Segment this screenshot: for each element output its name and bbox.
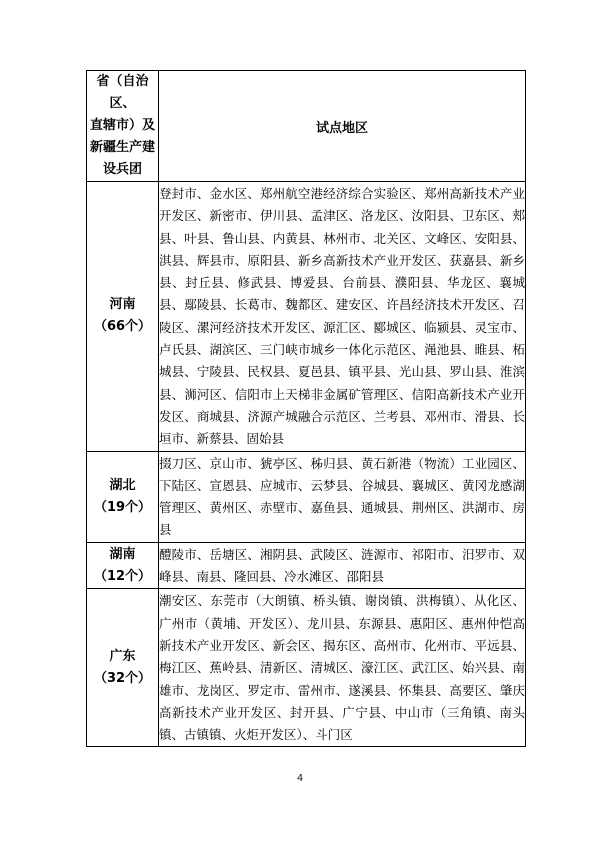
header-line: 省（自治区、 <box>96 74 149 111</box>
areas-cell <box>159 589 526 747</box>
table-row-guangdong <box>87 589 526 747</box>
header-province-cell <box>87 71 159 182</box>
areas-text: 登封市、金水区、郑州航空港经济综合实验区、郑州高新技术产业开发区、新密市、伊川县、孟津区、洛龙区、汝阳县、卫东区、郏县、叶县、鲁山县、内黄县、林州市、北关区、文峰区、安阳县、淇县、辉县市、原阳县、新乡高新技术产业开发区、获嘉县、新乡县、封丘县、修武县、博爱县、台前县、濮阳县、华龙区、襄城县、鄢陵县、长葛市、魏都区、建安区、许昌经济技术开发区、召陵区、漯河经济技术开发区、源汇区、郾城区、临颍县、灵宝市、卢氏县、湖滨区、三门峡市城乡一体化示范区、渑池县、睢县、柘城县、宁陵县、民权县、夏邑县、镇平县、光山县、罗山县、淮滨县、浉河区、信阳市上天梯非金属矿管理区、信阳高新技术产业开发区、商城县、济源产城融合示范区、兰考县、邓州市、滑县、长垣市、新蔡县、固始县 <box>159 186 525 447</box>
province-count: （66个） <box>93 319 152 335</box>
province-count: （32个） <box>93 670 152 686</box>
province-name: 河南 <box>109 297 136 313</box>
province-cell <box>87 451 159 542</box>
header-line: 直辖市）及 <box>89 118 155 133</box>
table-header-row <box>87 71 526 182</box>
areas-text: 醴陵市、岳塘区、湘阴县、武陵区、涟源市、祁阳市、汨罗市、双峰县、南县、隆回县、冷水滩区、邵阳县 <box>159 546 525 585</box>
province-count: （12个） <box>93 568 152 584</box>
page-number: 4 <box>296 773 304 784</box>
header-line: 新疆生产建 <box>89 140 155 155</box>
table-row-hubei <box>87 451 526 542</box>
province-cell <box>87 589 159 747</box>
table-row-hunan <box>87 542 526 589</box>
areas-text: 掇刀区、京山市、猇亭区、秭归县、黄石新港（物流）工业园区、下陆区、宣恩县、应城市、云梦县、谷城县、襄城区、黄冈龙感湖管理区、黄州区、赤壁市、嘉鱼县、通城县、荆州区、洪湖市、房县 <box>159 455 525 538</box>
areas-text: 潮安区、东莞市（大朗镇、桥头镇、谢岗镇、洪梅镇）、从化区、广州市（黄埔、开发区）、龙川县、东源县、惠阳区、惠州仲恺高新技术产业开发区、新会区、揭东区、高州市、化州市、平远县、梅江区、蕉岭县、清新区、清城区、濠江区、武江区、始兴县、南雄市、龙岗区、罗定市、雷州市、遂溪县、怀集县、高要区、肇庆高新技术产业开发区、封开县、广宁县、中山市（三角镇、南头镇、古镇镇、火炬开发区）、斗门区 <box>159 593 525 743</box>
pilot-regions-table <box>86 70 526 747</box>
areas-cell <box>159 542 526 589</box>
province-name: 湖南 <box>109 546 136 562</box>
province-name: 湖北 <box>109 477 136 493</box>
header-region-cell: 试点地区 <box>159 71 526 182</box>
province-cell <box>87 182 159 452</box>
province-cell <box>87 542 159 589</box>
province-count: （19个） <box>93 499 152 515</box>
table-row-henan <box>87 182 526 452</box>
header-line: 设兵团 <box>102 162 142 177</box>
areas-cell <box>159 182 526 452</box>
province-name: 广东 <box>109 648 136 664</box>
areas-cell <box>159 451 526 542</box>
